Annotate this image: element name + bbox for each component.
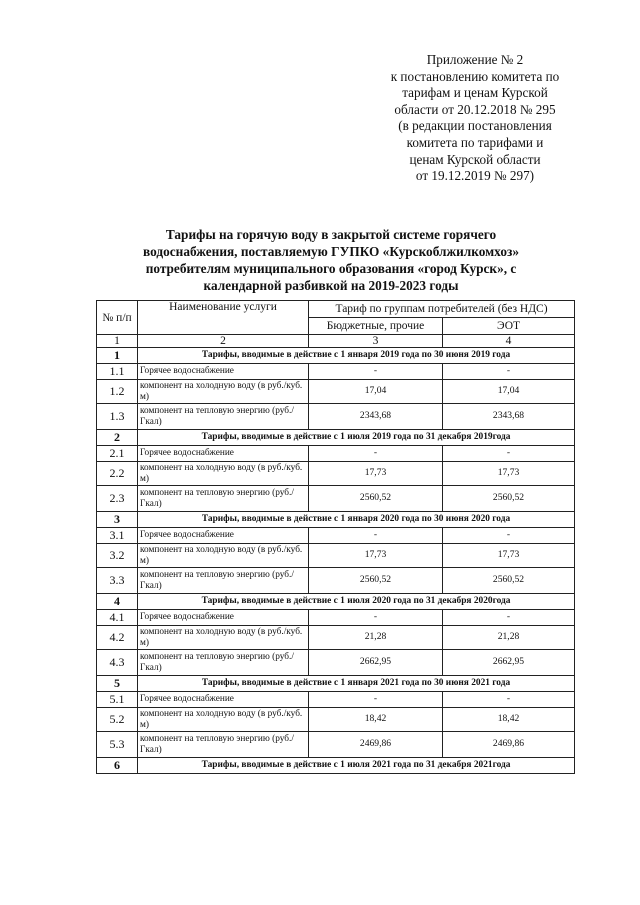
appendix-line: (в редакции постановления bbox=[398, 118, 552, 134]
service-name: Горячее водоснабжение bbox=[138, 610, 309, 626]
tariff-budget: 17,04 bbox=[309, 380, 443, 404]
table-row bbox=[97, 446, 575, 462]
service-name: компонент на тепловую энергию (руб./Гкал) bbox=[138, 650, 309, 676]
appendix-line: области от 20.12.2018 № 295 bbox=[394, 101, 556, 117]
section-row bbox=[97, 430, 575, 446]
service-name: компонент на холодную воду (в руб./куб. м) bbox=[138, 380, 309, 404]
tariff-eot: 17,04 bbox=[443, 380, 575, 404]
tariff-budget: - bbox=[309, 528, 443, 544]
table-row bbox=[97, 528, 575, 544]
row-number: 2.3 bbox=[97, 486, 138, 512]
section-row bbox=[97, 676, 575, 692]
appendix-line: от 19.12.2019 № 297) bbox=[415, 168, 535, 184]
tariff-budget: 2662,95 bbox=[309, 650, 443, 676]
col-number: 2 bbox=[138, 335, 309, 348]
table-row bbox=[97, 544, 575, 568]
section-title: Тарифы, вводимые в действие с 1 июля 2019 года по 31 декабря 2019года bbox=[138, 430, 575, 446]
column-numbers-row bbox=[97, 335, 575, 348]
header-service: Наименование услуги bbox=[138, 301, 309, 335]
tariff-eot: 21,28 bbox=[443, 626, 575, 650]
service-name: Горячее водоснабжение bbox=[138, 528, 309, 544]
appendix-line: ценам Курской области bbox=[409, 151, 541, 167]
title-line: потребителям муниципального образования «город Курск», с bbox=[145, 261, 517, 276]
service-name: компонент на тепловую энергию (руб./Гкал) bbox=[138, 732, 309, 758]
tariff-eot: 2469,86 bbox=[443, 732, 575, 758]
title-line: календарной разбивкой на 2019-2023 годы bbox=[203, 278, 459, 293]
tariff-budget: - bbox=[309, 610, 443, 626]
tariff-budget: 21,28 bbox=[309, 626, 443, 650]
tariff-budget: 18,42 bbox=[309, 708, 443, 732]
tariff-eot: - bbox=[443, 364, 575, 380]
row-number: 5.1 bbox=[97, 692, 138, 708]
tariff-budget: 17,73 bbox=[309, 544, 443, 568]
document-title bbox=[96, 226, 566, 294]
section-row bbox=[97, 512, 575, 528]
table-row bbox=[97, 692, 575, 708]
service-name: компонент на холодную воду (в руб./куб. м) bbox=[138, 544, 309, 568]
section-number: 3 bbox=[97, 512, 138, 528]
service-name: компонент на тепловую энергию (руб./Гкал) bbox=[138, 568, 309, 594]
section-number: 2 bbox=[97, 430, 138, 446]
appendix-line: тарифам и ценам Курской bbox=[402, 85, 548, 101]
tariff-budget: 2343,68 bbox=[309, 404, 443, 430]
tariff-eot: 2560,52 bbox=[443, 486, 575, 512]
tariff-eot: 2343,68 bbox=[443, 404, 575, 430]
col-number: 3 bbox=[309, 335, 443, 348]
tariff-eot: - bbox=[443, 610, 575, 626]
service-name: Горячее водоснабжение bbox=[138, 692, 309, 708]
service-name: компонент на тепловую энергию (руб./Гкал) bbox=[138, 404, 309, 430]
service-name: компонент на холодную воду (в руб./куб. м) bbox=[138, 462, 309, 486]
table-row bbox=[97, 462, 575, 486]
tariff-eot: - bbox=[443, 528, 575, 544]
tariff-budget: - bbox=[309, 446, 443, 462]
table-row bbox=[97, 568, 575, 594]
appendix-line: к постановлению комитета по bbox=[390, 68, 560, 84]
section-row bbox=[97, 348, 575, 364]
table-row bbox=[97, 626, 575, 650]
service-name: Горячее водоснабжение bbox=[138, 364, 309, 380]
row-number: 1.2 bbox=[97, 380, 138, 404]
row-number: 1.3 bbox=[97, 404, 138, 430]
row-number: 4.3 bbox=[97, 650, 138, 676]
row-number: 2.2 bbox=[97, 462, 138, 486]
table-row bbox=[97, 364, 575, 380]
row-number: 2.1 bbox=[97, 446, 138, 462]
title-line: Тарифы на горячую воду в закрытой системе горячего bbox=[165, 227, 497, 242]
col-number: 4 bbox=[443, 335, 575, 348]
section-row bbox=[97, 594, 575, 610]
section-title: Тарифы, вводимые в действие с 1 января 2019 года по 30 июня 2019 года bbox=[138, 348, 575, 364]
row-number: 4.1 bbox=[97, 610, 138, 626]
tariff-eot: - bbox=[443, 446, 575, 462]
row-number: 3.2 bbox=[97, 544, 138, 568]
tariff-budget: 2560,52 bbox=[309, 486, 443, 512]
tariff-budget: - bbox=[309, 692, 443, 708]
section-number: 4 bbox=[97, 594, 138, 610]
table-row bbox=[97, 732, 575, 758]
tariff-eot: 17,73 bbox=[443, 544, 575, 568]
tariff-budget: 17,73 bbox=[309, 462, 443, 486]
header-num: № п/п bbox=[97, 301, 138, 335]
table-row bbox=[97, 486, 575, 512]
table-row bbox=[97, 380, 575, 404]
section-number: 6 bbox=[97, 758, 138, 774]
header-group-eot: ЭОТ bbox=[443, 318, 575, 335]
tariff-eot: 18,42 bbox=[443, 708, 575, 732]
section-row bbox=[97, 758, 575, 774]
row-number: 3.1 bbox=[97, 528, 138, 544]
appendix-line: комитета по тарифами и bbox=[406, 134, 544, 150]
section-title: Тарифы, вводимые в действие с 1 января 2020 года по 30 июня 2020 года bbox=[138, 512, 575, 528]
tariff-eot: 2560,52 bbox=[443, 568, 575, 594]
section-title: Тарифы, вводимые в действие с 1 января 2021 года по 30 июня 2021 года bbox=[138, 676, 575, 692]
section-number: 5 bbox=[97, 676, 138, 692]
header-group-budget: Бюджетные, прочие bbox=[309, 318, 443, 335]
tariff-table bbox=[96, 300, 575, 774]
col-number: 1 bbox=[97, 335, 138, 348]
header-tariff: Тариф по группам потребителей (без НДС) bbox=[309, 301, 575, 318]
service-name: компонент на холодную воду (в руб./куб. м) bbox=[138, 708, 309, 732]
service-name: Горячее водоснабжение bbox=[138, 446, 309, 462]
section-title: Тарифы, вводимые в действие с 1 июля 2021 года по 31 декабря 2021года bbox=[138, 758, 575, 774]
header-row bbox=[97, 301, 575, 318]
service-name: компонент на холодную воду (в руб./куб. м) bbox=[138, 626, 309, 650]
row-number: 3.3 bbox=[97, 568, 138, 594]
table-row bbox=[97, 404, 575, 430]
section-number: 1 bbox=[97, 348, 138, 364]
table-row bbox=[97, 708, 575, 732]
appendix-line: Приложение № 2 bbox=[426, 52, 524, 67]
section-title: Тарифы, вводимые в действие с 1 июля 2020 года по 31 декабря 2020года bbox=[138, 594, 575, 610]
tariff-eot: - bbox=[443, 692, 575, 708]
row-number: 1.1 bbox=[97, 364, 138, 380]
row-number: 4.2 bbox=[97, 626, 138, 650]
table-row bbox=[97, 650, 575, 676]
tariff-budget: - bbox=[309, 364, 443, 380]
service-name: компонент на тепловую энергию (руб./Гкал) bbox=[138, 486, 309, 512]
appendix-note bbox=[360, 52, 590, 185]
tariff-eot: 17,73 bbox=[443, 462, 575, 486]
tariff-budget: 2560,52 bbox=[309, 568, 443, 594]
row-number: 5.3 bbox=[97, 732, 138, 758]
row-number: 5.2 bbox=[97, 708, 138, 732]
tariff-eot: 2662,95 bbox=[443, 650, 575, 676]
table-row bbox=[97, 610, 575, 626]
title-line: водоснабжения, поставляемую ГУПКО «Курскоблжилкомхоз» bbox=[143, 244, 519, 259]
tariff-budget: 2469,86 bbox=[309, 732, 443, 758]
